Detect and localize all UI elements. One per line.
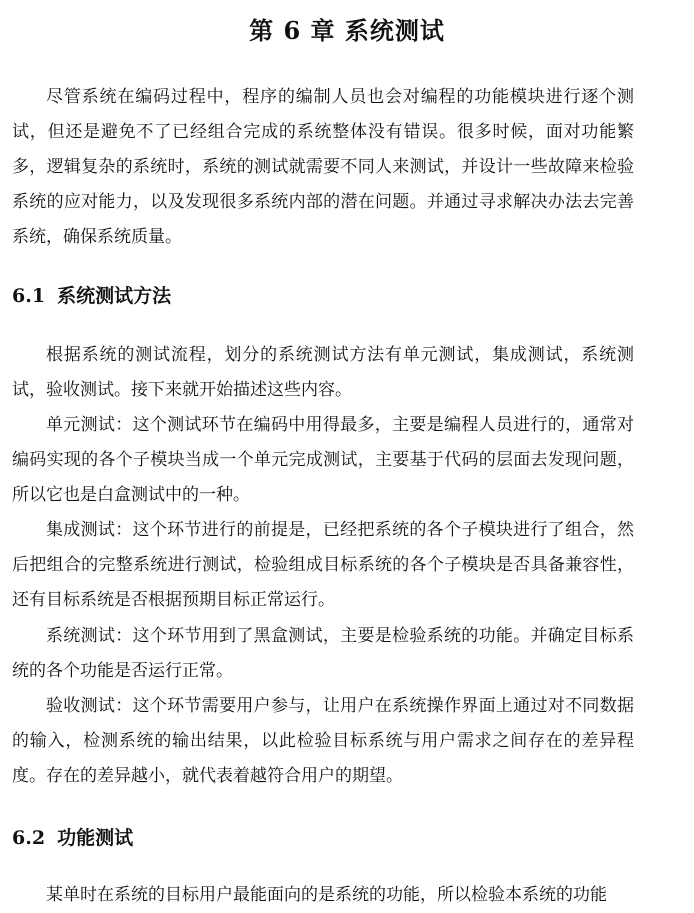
section-number: 6.1: [12, 285, 46, 307]
section-number: 6.2: [12, 827, 46, 849]
intro-paragraph: 尽管系统在编码过程中，程序的编制人员也会对编程的功能模块进行逐个测试，但还是避免不了已经组合完成的系统整体没有错误。很多时候，面对功能繁多，逻辑复杂的系统时，系统的测试就需要不同人来测试，并设计一些故障来检验系统的应对能力，以及发现很多系统内部的潜在问题。并通过寻求解决办法去完善系统，确保系统质量。: [12, 87, 634, 247]
body-paragraph-partial: 某单时在系统的目标用户最能面向的是系统的功能，所以检验本系统的功能: [46, 885, 607, 905]
body-paragraph: 验收测试：这个环节需要用户参与，让用户在系统操作界面上通过对不同数据的输入，检测系统的输出结果，以此检验目标系统与用户需求之间存在的差异程度。存在的差异越小，就代表着越符合用户的期望。: [12, 696, 634, 786]
body-paragraph: 系统测试：这个环节用到了黑盒测试，主要是检验系统的功能。并确定目标系统的各个功能是否运行正常。: [12, 626, 634, 681]
section-title: 功能测试: [57, 827, 134, 849]
chapter-title: 第 6 章 系统测试: [249, 16, 445, 45]
body-paragraph: 集成测试：这个环节进行的前提是，已经把系统的各个子模块进行了组合，然后把组合的完整系统进行测试，检验组成目标系统的各个子模块是否具备兼容性，还有目标系统是否根据预期目标正常运行。: [12, 520, 634, 610]
section-title: 系统测试方法: [57, 285, 172, 307]
body-paragraph: 单元测试：这个测试环节在编码中用得最多，主要是编程人员进行的，通常对编码实现的各个子模块当成一个单元完成测试，主要基于代码的层面去发现问题，所以它也是白盒测试中的一种。: [12, 415, 634, 505]
section-heading-6-2: [12, 824, 133, 852]
section-heading-6-1: [12, 282, 171, 310]
body-paragraph: 根据系统的测试流程，划分的系统测试方法有单元测试，集成测试，系统测试，验收测试。接下来就开始描述这些内容。: [12, 345, 634, 400]
